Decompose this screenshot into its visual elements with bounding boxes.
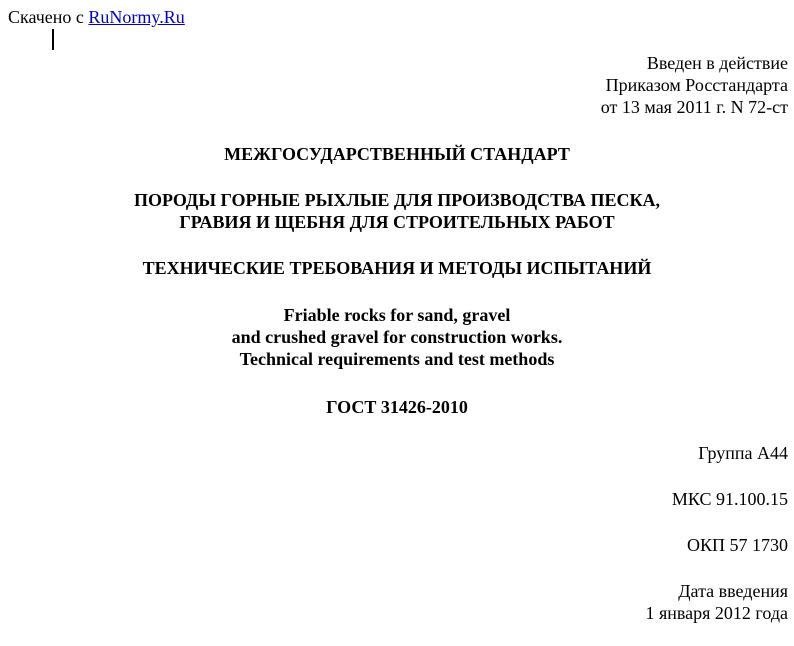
standard-type-text: МЕЖГОСУДАРСТВЕННЫЙ СТАНДАРТ xyxy=(224,144,570,164)
okp-code-text: ОКП 57 1730 xyxy=(686,535,788,555)
title-en-line-3: Technical requirements and test methods xyxy=(239,349,555,369)
enactment-line-3: от 13 мая 2011 г. N 72-ст xyxy=(600,97,788,117)
enactment-line-2: Приказом Росстандарта xyxy=(605,75,788,95)
subtitle-ru xyxy=(0,257,794,279)
mks-code-text: МКС 91.100.15 xyxy=(671,489,788,509)
text-cursor xyxy=(52,29,54,50)
subtitle-ru-text: ТЕХНИЧЕСКИЕ ТРЕБОВАНИЯ И МЕТОДЫ ИСПЫТАНИЙ xyxy=(142,258,652,278)
title-en xyxy=(0,304,794,370)
source-link[interactable]: RuNormy.Ru xyxy=(88,7,185,27)
title-ru xyxy=(0,189,794,233)
enactment-block xyxy=(601,52,788,118)
source-line xyxy=(8,6,185,28)
title-en-line-1: Friable rocks for sand, gravel xyxy=(283,305,511,325)
effective-date-value: 1 января 2012 года xyxy=(645,603,788,623)
effective-date-label: Дата введения xyxy=(678,581,788,601)
group-text: Группа А44 xyxy=(698,443,788,463)
designation xyxy=(0,396,794,418)
source-prefix: Скачено с xyxy=(8,7,89,27)
mks-code xyxy=(672,488,788,510)
standard-type xyxy=(0,143,794,165)
title-en-line-2: and crushed gravel for construction works. xyxy=(231,327,563,347)
okp-code xyxy=(687,534,788,556)
title-ru-line-2: ГРАВИЯ И ЩЕБНЯ ДЛЯ СТРОИТЕЛЬНЫХ РАБОТ xyxy=(179,212,615,232)
enactment-line-1: Введен в действие xyxy=(646,53,788,73)
designation-text: ГОСТ 31426-2010 xyxy=(326,397,468,417)
effective-date-block xyxy=(645,580,788,624)
group xyxy=(698,442,788,464)
title-ru-line-1: ПОРОДЫ ГОРНЫЕ РЫХЛЫЕ ДЛЯ ПРОИЗВОДСТВА ПЕСКА, xyxy=(133,190,661,210)
